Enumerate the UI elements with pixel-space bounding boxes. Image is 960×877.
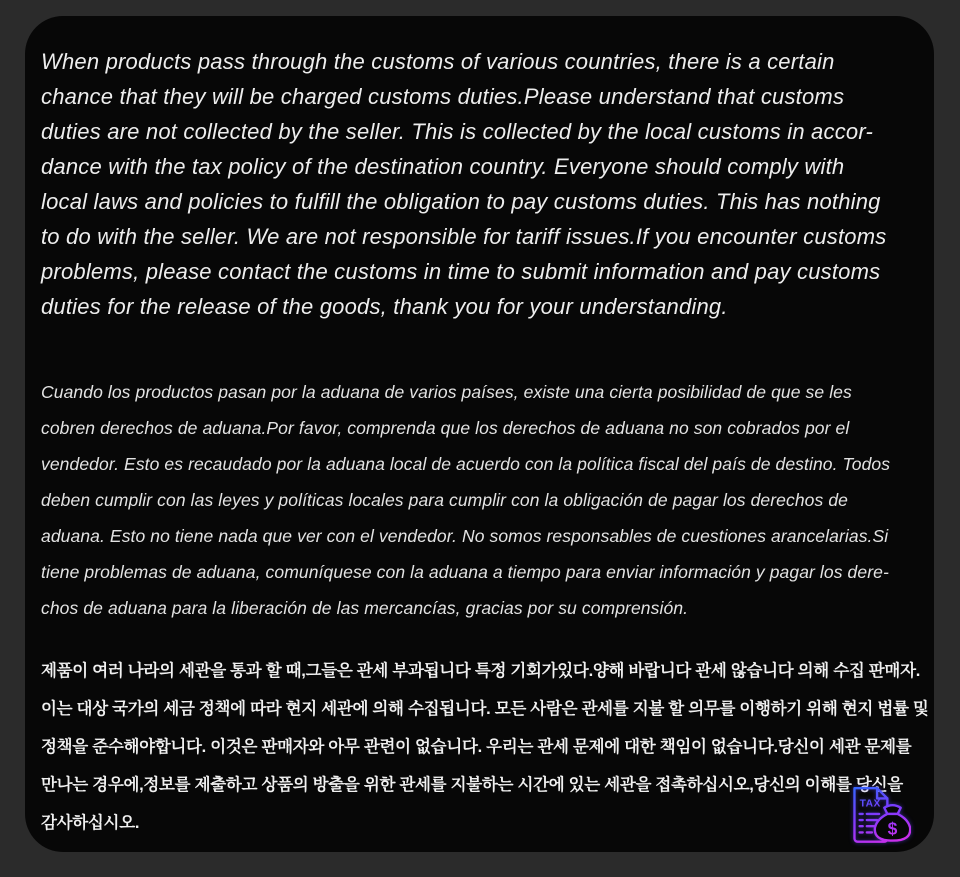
text-line: tiene problemas de aduana, comuníquese con la aduana a tiempo para enviar información y pagar los dere- <box>41 562 889 582</box>
text-line: problems, please contact the customs in time to submit information and pay customs <box>41 259 881 284</box>
text-line: cobren derechos de aduana.Por favor, comprenda que los derechos de aduana no son cobrados por el <box>41 418 850 438</box>
text-line: aduana. Esto no tiene nada que ver con el vendedor. No somos responsables de cuestiones arancelarias.Si <box>41 526 889 546</box>
customs-notice-card <box>25 16 934 852</box>
tax-money-icon <box>837 784 911 852</box>
english-notice-paragraph <box>41 44 920 324</box>
text-line: 만나는 경우에,정보를 제출하고 상품의 방출을 위한 관세를 지불하는 시간에 있는 세관을 접촉하십시오,당신의 이해를 당신을 <box>41 776 903 794</box>
text-line: 제품이 여러 나라의 세관을 통과 할 때,그들은 관세 부과됩니다 특정 기회가있다.양해 바랍니다 관세 않습니다 의해 수집 판매자. <box>41 662 920 680</box>
text-line: deben cumplir con las leyes y políticas locales para cumplir con la obligación de pagar los derechos de <box>41 490 848 510</box>
text-line: 정책을 준수해야합니다. 이것은 판매자와 아무 관련이 없습니다. 우리는 관세 문제에 대한 책임이 없습니다.당신이 세관 문제를 <box>41 738 912 756</box>
text-line: duties for the release of the goods, thank you for your understanding. <box>41 294 728 319</box>
tax-label: TAX <box>859 798 881 810</box>
text-line: When products pass through the customs of various countries, there is a certain <box>41 49 835 74</box>
text-line: chance that they will be charged customs duties.Please understand that customs <box>41 84 845 109</box>
spanish-notice-paragraph <box>41 374 920 626</box>
text-line: 감사하십시오. <box>41 814 140 832</box>
dollar-symbol: $ <box>887 818 898 839</box>
text-line: vendedor. Esto es recaudado por la aduana local de acuerdo con la política fiscal del país de destino. Todos <box>41 454 891 474</box>
text-line: local laws and policies to fulfill the obligation to pay customs duties. This has nothing <box>41 189 881 214</box>
text-line: 이는 대상 국가의 세금 정책에 따라 현지 세관에 의해 수집됩니다. 모든 사람은 관세를 지불 할 의무를 이행하기 위해 현지 법률 및 <box>41 700 929 718</box>
text-line: to do with the seller. We are not responsible for tariff issues.If you encounter customs <box>41 224 887 249</box>
text-line: duties are not collected by the seller. This is collected by the local customs in accor- <box>41 119 873 144</box>
korean-notice-paragraph <box>41 652 929 842</box>
text-line: Cuando los productos pasan por la aduana de varios países, existe una cierta posibilidad de que se les <box>41 382 852 402</box>
text-line: chos de aduana para la liberación de las mercancías, gracias por su comprensión. <box>41 598 689 618</box>
text-line: dance with the tax policy of the destination country. Everyone should comply with <box>41 154 845 179</box>
